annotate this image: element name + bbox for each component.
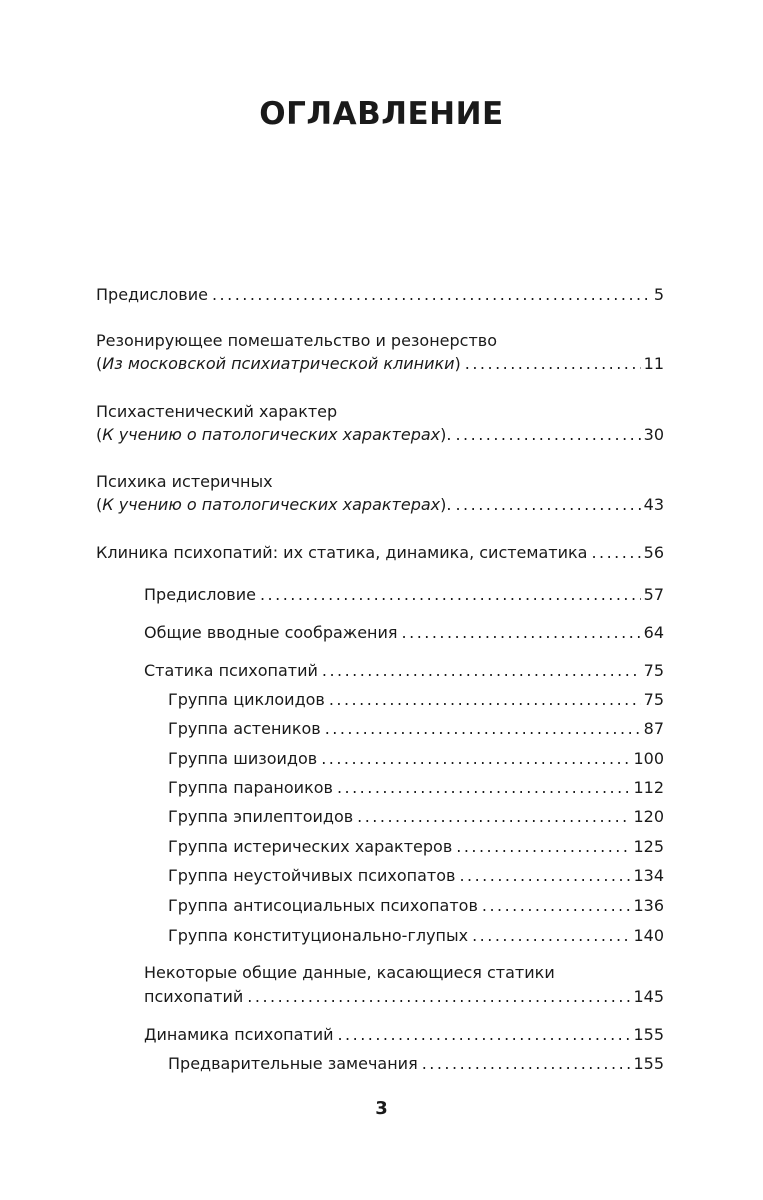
toc-entry-title: Предисловие [96,285,208,304]
dot-leader [357,806,630,828]
dot-leader [260,584,641,606]
toc-entry[interactable] [144,986,664,1008]
toc-entry-title: Статика психопатий [144,661,318,680]
toc-entry[interactable] [168,689,664,711]
dot-leader [329,689,641,711]
toc-entry[interactable] [168,925,664,947]
dot-leader [321,748,630,770]
toc-entry-subtitle-italic: Из московской психиатрической клиники [102,354,455,373]
toc-entry-page: 100 [633,749,664,768]
toc-entry-page: 125 [633,837,664,856]
toc-entry-page: 75 [643,661,664,680]
dot-leader [322,660,641,682]
toc-entry-title: Группа антисоциальных психопатов [168,896,478,915]
toc-entry[interactable] [96,424,664,446]
toc-entry-title: Психастенический характер [96,402,338,421]
toc-entry-page: 134 [633,866,664,885]
toc-entry-subtitle-italic: К учению о патологических характерах [102,495,441,514]
dot-leader [465,353,641,375]
dot-leader [482,895,631,917]
dot-leader [591,542,640,564]
toc-entry[interactable] [168,1053,664,1075]
toc-entry-title: Резонирующее помешательство и резонерство [96,331,498,350]
toc-entry-title: Группа конституционально-глупых [168,926,469,945]
toc-entry-title: Предисловие [144,585,256,604]
toc-entry-title: Предварительные замечания [168,1054,418,1073]
toc-entry-page: 56 [643,543,664,562]
dot-leader [455,424,640,446]
dot-leader [422,1053,631,1075]
toc-entry-title: Группа шизоидов [168,749,318,768]
toc-entry-page: 87 [643,719,664,738]
toc-entry-page: 155 [633,1025,664,1044]
page-number: 3 [375,1098,388,1119]
toc-entry[interactable] [96,353,664,375]
toc-entry-page: 145 [633,987,664,1006]
toc-entry-title: Группа астеников [168,719,321,738]
toc-entry-page: 30 [643,425,664,444]
toc-entry-page: 136 [633,896,664,915]
toc-entry-title: Группа эпилептоидов [168,807,354,826]
dot-leader [212,284,651,306]
toc-entry-title-line[interactable] [96,401,664,423]
toc-entry-title: Группа неустойчивых психопатов [168,866,456,885]
toc-entry-title: Динамика психопатий [144,1025,334,1044]
dot-leader [459,865,630,887]
dot-leader [337,777,631,799]
toc-entry-subtitle: (К учению о патологических характерах). [96,495,452,514]
toc-entry-page: 64 [643,623,664,642]
toc-entry-page: 11 [643,354,664,373]
toc-entry-title-line[interactable] [96,471,664,493]
toc-entry[interactable] [144,584,664,606]
toc-entry-title-line[interactable] [96,330,664,352]
toc-entry[interactable] [144,660,664,682]
toc-entry-page: 75 [643,690,664,709]
page-title: ОГЛАВЛЕНИЕ [259,96,504,132]
toc-entry-subtitle-italic: К учению о патологических характерах [102,425,441,444]
dot-leader [402,622,641,644]
toc-entry-page: 140 [633,926,664,945]
toc-entry[interactable] [96,284,664,306]
toc-entry-title: Психика истеричных [96,472,273,491]
toc-entry[interactable] [96,542,664,564]
toc-entry-title: Группа параноиков [168,778,333,797]
toc-entry[interactable] [168,806,664,828]
toc-entry[interactable] [168,895,664,917]
toc-entry-title-line[interactable] [144,962,664,984]
toc-entry-page: 5 [653,285,664,304]
toc-entry-page: 57 [643,585,664,604]
toc-entry-subtitle: (К учению о патологических характерах). [96,425,452,444]
toc-entry-title: Клиника психопатий: их статика, динамика, систематика [96,543,588,562]
toc-entry[interactable] [144,622,664,644]
toc-entry[interactable] [168,836,664,858]
toc-entry-page: 112 [633,778,664,797]
dot-leader [472,925,630,947]
toc-entry-title: Некоторые общие данные, касающиеся статики [144,963,555,982]
toc-entry-subtitle: (Из московской психиатрической клиники) [96,354,461,373]
toc-entry[interactable] [168,748,664,770]
toc-entry-title: Группа истерических характеров [168,837,453,856]
toc-entry-page: 155 [633,1054,664,1073]
dot-leader [325,718,641,740]
dot-leader [456,836,630,858]
toc-entry-title: Общие вводные соображения [144,623,398,642]
dot-leader [455,494,640,516]
toc-entry[interactable] [96,494,664,516]
toc-entry[interactable] [168,865,664,887]
toc-entry[interactable] [168,718,664,740]
toc-entry-page: 43 [643,495,664,514]
toc-entry[interactable] [168,777,664,799]
toc-entry[interactable] [144,1024,664,1046]
dot-leader [337,1024,630,1046]
dot-leader [247,986,630,1008]
toc-entry-page: 120 [633,807,664,826]
toc-entry-title: Группа циклоидов [168,690,325,709]
toc-entry-title: психопатий [144,987,244,1006]
